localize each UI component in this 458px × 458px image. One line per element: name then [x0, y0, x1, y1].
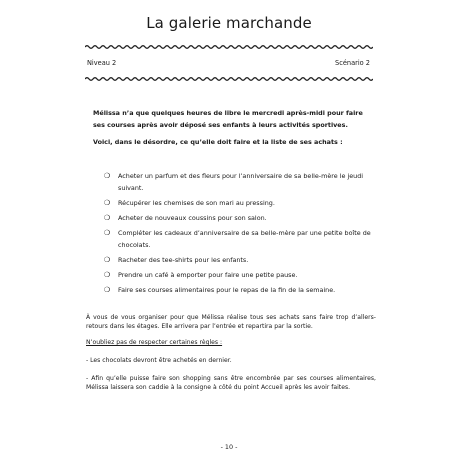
task-item: [104, 212, 374, 224]
circle-bullet-icon: ❍: [104, 214, 111, 222]
task-item: [104, 197, 374, 209]
task-text: Faire ses courses alimentaires pour le repas de la fin de la semaine.: [118, 286, 336, 294]
page-number: - 10 -: [220, 443, 238, 451]
task-item: [104, 170, 374, 194]
task-text: Prendre un café à emporter pour faire une petite pause.: [118, 271, 298, 279]
circle-bullet-icon: ❍: [104, 256, 111, 264]
intro-paragraph: Mélissa n’a que quelques heures de libre le mercredi après-midi pour faire ses courses après avoir déposé ses enfants à leurs activités sportives.: [93, 109, 363, 129]
page-title: La galerie marchande: [146, 14, 312, 32]
wavy-line-top: [85, 46, 373, 49]
task-text: Récupérer les chemises de son mari au pressing.: [118, 199, 275, 207]
circle-bullet-icon: ❍: [104, 229, 111, 237]
task-text: Compléter les cadeaux d’anniversaire de sa belle-mère par une petite boîte de chocolats.: [118, 229, 371, 249]
task-text: Acheter un parfum et des fleurs pour l’anniversaire de sa belle-mère le jeudi suivant.: [118, 172, 364, 192]
scenario-label: Scénario 2: [335, 59, 370, 67]
task-item: [104, 284, 374, 296]
wavy-divider-top: [85, 43, 373, 51]
task-item: [104, 254, 374, 266]
circle-bullet-icon: ❍: [104, 286, 111, 294]
circle-bullet-icon: ❍: [104, 199, 111, 207]
task-item: [104, 227, 374, 251]
list-lead-text: Voici, dans le désordre, ce qu’elle doit faire et la liste de ses achats :: [93, 138, 343, 146]
task-item: [104, 269, 374, 281]
circle-bullet-icon: ❍: [104, 271, 111, 279]
task-text: Acheter de nouveaux coussins pour son salon.: [118, 214, 267, 222]
rule-item: - Les chocolats devront être achetés en dernier.: [86, 357, 232, 364]
task-list: [104, 170, 374, 299]
wavy-divider-bottom: [85, 75, 373, 83]
circle-bullet-icon: ❍: [104, 172, 111, 180]
rules-heading: N’oubliez pas de respecter certaines règles :: [86, 339, 223, 346]
wavy-line-bottom: [85, 78, 373, 81]
rule-item: - Afin qu’elle puisse faire son shopping sans être encombrée par ses courses alimentaires, Mélissa laissera son caddie à la consigne à côté du point Accueil après les avoir faites.: [86, 375, 376, 391]
level-label: Niveau 2: [87, 59, 117, 67]
instructions-paragraph: À vous de vous organiser pour que Mélissa réalise tous ses achats sans faire trop d’allers-retours dans les étages. Elle arrivera par l’entrée et repartira par la sortie.: [86, 314, 376, 330]
task-text: Racheter des tee-shirts pour les enfants.: [118, 256, 249, 264]
